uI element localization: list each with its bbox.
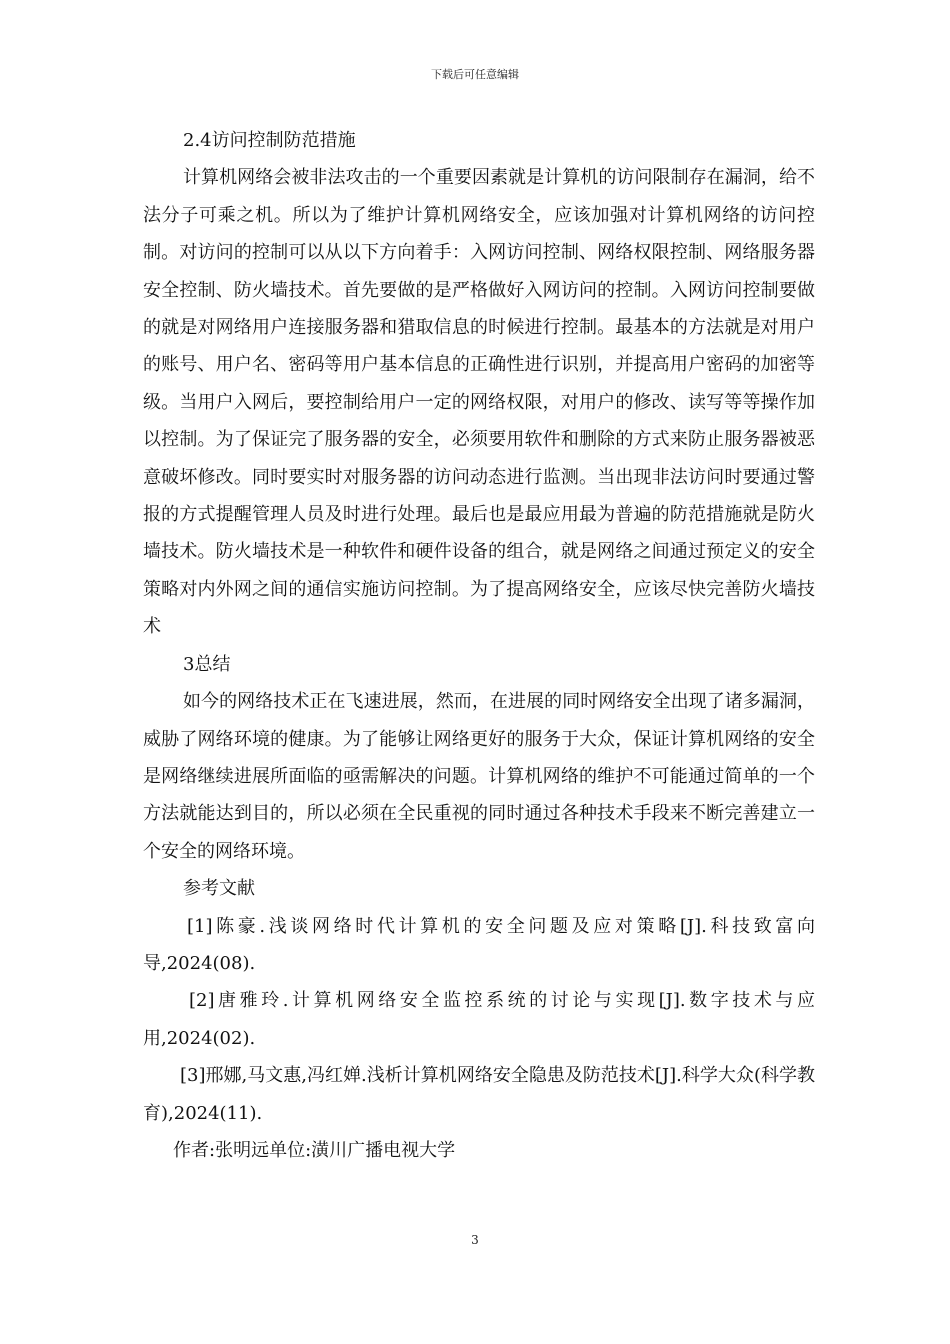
references-heading: 参考文献: [183, 878, 255, 900]
reference-item: [3]邢娜,马文惠,冯红婵.浅析计算机网络安全隐患及防范技术[J].科学大众(科学教育),2024(11).: [143, 1065, 815, 1124]
section-heading-3: 3总结: [183, 653, 231, 675]
page-number: 3: [471, 1233, 479, 1247]
section-heading-2-4: 2.4访问控制防范措施: [183, 130, 356, 151]
author-line: 作者:张明远单位:潢川广播电视大学: [173, 1139, 456, 1161]
page-content: [143, 122, 815, 1169]
section-body-2-4: 计算机网络会被非法攻击的一个重要因素就是计算机的访问限制存在漏洞，给不法分子可乘之机。所以为了维护计算机网络安全，应该加强对计算机网络的访问控制。对访问的控制可以从以下方向着手：入网访问控制、网络权限控制、网络服务器安全控制、防火墙技术。首先要做的是严格做好入网访问的控制。入网访问控制要做的就是对网络用户连接服务器和猎取信息的时候进行控制。最基本的方法就是对用户的账号、用户名、密码等用户基本信息的正确性进行识别，并提高用户密码的加密等级。当用户入网后，要控制给用户一定的网络权限，对用户的修改、读写等等操作加以控制。为了保证完了服务器的安全，必须要用软件和删除的方式来防止服务器被恶意破坏修改。同时要实时对服务器的访问动态进行监测。当出现非法访问时要通过警报的方式提醒管理人员及时进行处理。最后也是最应用最为普遍的防范措施就是防火墙技术。防火墙技术是一种软件和硬件设备的组合，就是网络之间通过预定义的安全策略对内外网之间的通信实施访问控制。为了提高网络安全，应该尽快完善防火墙技术: [143, 167, 815, 638]
page-header: 下载后可任意编辑: [431, 68, 519, 81]
reference-item: [2]唐雅玲.计算机网络安全监控系统的讨论与实现[J].数字技术与应用,2024(02).: [143, 990, 815, 1049]
section-body-3: 如今的网络技术正在飞速进展，然而，在进展的同时网络安全出现了诸多漏洞，威胁了网络环境的健康。为了能够让网络更好的服务于大众，保证计算机网络的安全是网络继续进展所面临的亟需解决的问题。计算机网络的维护不可能通过简单的一个方法就能达到目的，所以必须在全民重视的同时通过各种技术手段来不断完善建立一个安全的网络环境。: [143, 691, 815, 862]
reference-item: [1]陈豪.浅谈网络时代计算机的安全问题及应对策略[J].科技致富向导,2024(08).: [143, 915, 815, 974]
